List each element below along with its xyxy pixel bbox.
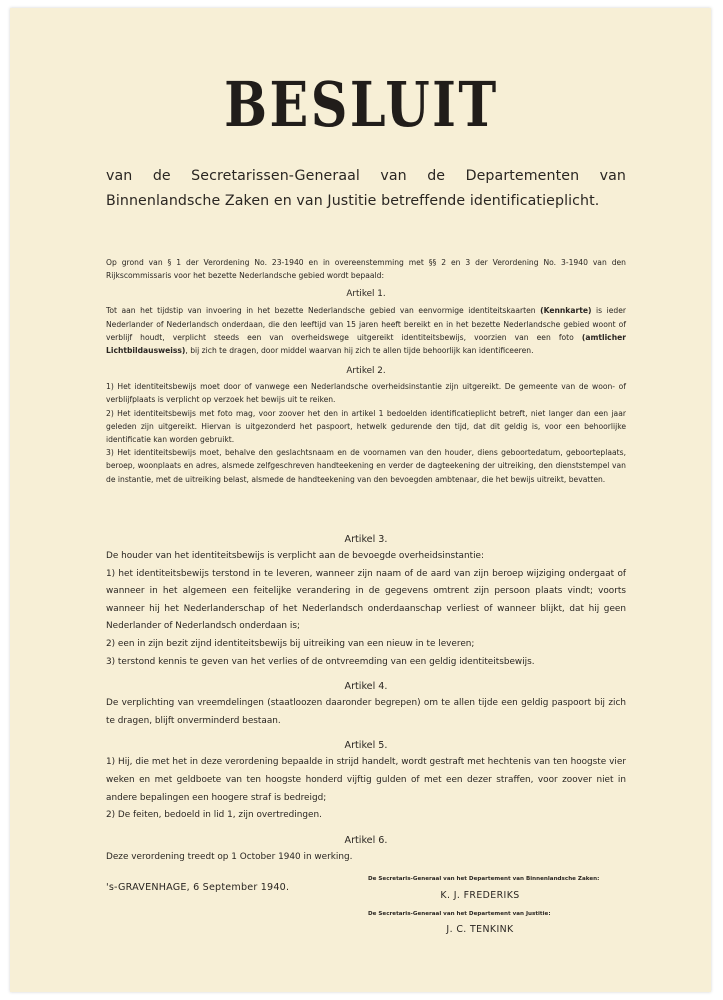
artikel-2 [106, 364, 626, 486]
preamble: Op grond van § 1 der Verordening No. 23-1940 en in overeenstemming met §§ 2 en 3 der Verordening No. 3-1940 van den Rijkscommissaris voor het bezette Nederlandsche gebied wordt bepaald: [106, 258, 626, 281]
artikel-4-text: De verplichting van vreemdelingen (staatloozen daaronder begrepen) om te allen tijde een geldig paspoort bij zich te dragen, blijft onverminderd bestaan. [106, 698, 626, 726]
artikel-3-heading: Artikel 3. [344, 534, 388, 545]
artikel-3 [106, 532, 626, 671]
artikel-6 [106, 833, 626, 867]
artikel-4-heading: Artikel 4. [344, 681, 388, 693]
artikel-2-item: 1) Het identiteitsbewijs moet door of vanwege een Nederlandsche overheidsinstantie zijn uitgereikt. De gemeente van de woon- of verblijfplaats is verplicht op verzoek het bewijs uit te reiken. [106, 382, 626, 405]
artikel-5-item: 2) De feiten, bedoeld in lid 1, zijn overtredingen. [106, 810, 322, 821]
signatory-1-role: De Secretaris-Generaal van het Departement van Binnenlandsche Zaken: [368, 876, 600, 882]
artikel-1-text: Tot aan het tijdstip van invoering in het bezette Nederlandsche gebied van eenvormige identiteitskaarten (Kennkarte) is ieder Nederlander of Nederlandsch onderdaan, die den leeftijd van 15 jaren heeft bereikt en in het bezette Nederlandsche gebied woont of verblijf houdt, verplicht steeds een van overheidswege uitgereikt identiteitsbewijs, voorzien van een foto (amtlicher Lichtbildausweiss), bij zich te dragen, door middel waarvan hij zich te allen tijde behoorlijk kan identificeeren. [106, 306, 626, 356]
artikel-1-heading: Artikel 1. [346, 289, 386, 300]
artikel-1 [106, 287, 626, 357]
artikel-5-item: 1) Hij, die met het in deze verordening bepaalde in strijd handelt, wordt gestraft met hechtenis van ten hoogste vier weken en met geldboete van ten hoogste honderd vijftig gulden of met een dezer straffen, voor zoover niet in andere bepalingen een hoogere straf is bedreigd; [106, 757, 626, 803]
signatory-2-role: De Secretaris-Generaal van het Departement van Justitie: [368, 911, 551, 917]
document-subtitle: van de Secretarissen-Generaal van de Departementen van Binnenlandsche Zaken en van Justitie betreffende identificatieplicht. [106, 168, 626, 209]
artikel-2-item: 2) Het identiteitsbewijs met foto mag, voor zoover het den in artikel 1 bedoelden identificatieplicht betreft, niet langer dan een jaar geleden zijn uitgereikt. Hiervan is uitgezonderd het paspoort, hetwelk gedurende den tijd, dat dit geldig is, voor een behoorlijke identificatie kan worden gebruikt. [106, 408, 626, 445]
document-title: BESLUIT [224, 68, 499, 141]
artikel-5 [106, 738, 626, 824]
signatory-1-name: K. J. FREDERIKS [440, 890, 520, 901]
kennkarte-term: (Kennkarte) [540, 306, 592, 316]
artikel-6-heading: Artikel 6. [344, 834, 388, 846]
artikel-2-heading: Artikel 2. [346, 366, 386, 377]
lichtbildausweis-term: (amtlicher Lichtbildausweiss) [106, 332, 626, 356]
artikel-4 [106, 679, 626, 730]
artikel-3-item: 3) terstond kennis te geven van het verlies of de ontvreemding van een geldig identiteitsbewijs. [106, 656, 535, 667]
artikel-6-text: Deze verordening treedt op 1 October 1940 in werking. [106, 851, 353, 862]
artikel-3-item: 1) het identiteitsbewijs terstond in te leveren, wanneer zijn naam of de aard van zijn beroep wijziging ondergaat of wanneer in het algemeen een feitelijke verandering in de gegevens omtrent zijn persoon plaats vindt; voorts wanneer hij het Nederlanderschap of het Nederlandsch onderdaanschap verliest of wanneer blijkt, dat hij geen Nederlander of Nederlandsch onderdaan is; [106, 568, 626, 632]
artikel-3-intro: De houder van het identiteitsbewijs is verplicht aan de bevoegde overheidsinstantie: [106, 551, 485, 561]
small-print-block [106, 256, 626, 486]
large-print-block [106, 532, 626, 866]
place-date: 's-GRAVENHAGE, 6 September 1940. [106, 882, 290, 893]
signatory-2-name: J. C. TENKINK [446, 924, 514, 935]
artikel-2-item: 3) Het identiteitsbewijs moet, behalve den geslachtsnaam en de voornamen van den houder, diens geboortedatum, geboorteplaats, beroep, woonplaats en adres, alsmede zelfgeschreven handteekening en verder de dagteekening der uitreiking, den dienststempel van de instantie, met de uitreiking belast, alsmede de handteekening van den bevoegden ambtenaar, die het bewijs uitreikt, bevatten. [106, 448, 626, 484]
artikel-3-item: 2) een in zijn bezit zijnd identiteitsbewijs bij uitreiking van een nieuw in te leveren; [106, 638, 475, 649]
artikel-5-heading: Artikel 5. [344, 740, 388, 752]
